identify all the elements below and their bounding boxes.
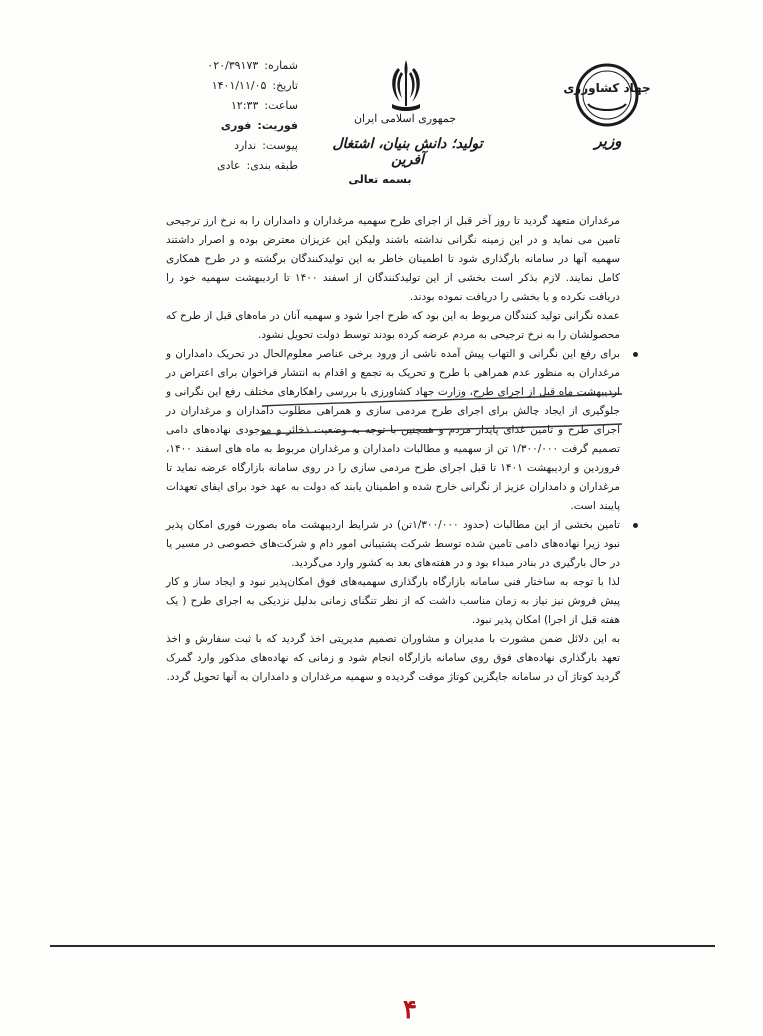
- paragraph-text: لذا با توجه به ساختار فنی سامانه بازارگاه بارگذاری سهمیه‌های فوق امکان‌پذیر نبود و ایجاد ساز و کار پیش فروش نیز نیاز به زمان مناسب داشت که از نظر تنگنای زمانی بدلیل نزدیکی به اجرای طرح ( یک هفته قبل از اجرا) امکان پذیر نبود.: [166, 576, 620, 626]
- meta-label: شماره:: [264, 59, 298, 72]
- body-paragraph: [166, 212, 620, 307]
- year-slogan: تولید؛ دانش بنیان، اشتغال آفرین: [332, 136, 483, 168]
- meta-date-row: [148, 76, 298, 96]
- meta-priority-row: [148, 116, 298, 136]
- meta-value: ۱۲:۳۳: [231, 99, 259, 112]
- meta-time-row: [148, 96, 298, 116]
- iran-emblem-icon: [382, 58, 430, 114]
- ministry-logo-text: جهاد کشاورزی: [563, 81, 651, 95]
- meta-value: فوری: [220, 119, 252, 132]
- letter-metadata: [148, 56, 298, 176]
- body-paragraph: [166, 630, 620, 687]
- page-number: ۴: [403, 995, 417, 1025]
- letter-body: [166, 212, 620, 687]
- government-name: جمهوری اسلامی ایران: [353, 112, 457, 125]
- paragraph-text: به این دلائل ضمن مشورت با مدیران و مشاوران تصمیم مدیریتی اخذ گردید که با ثبت سفارش و اخذ تعهد بارگذاری نهاده‌های فوق روی سامانه بازارگاه انجام شود و زمانی که نهاده‌های مذکور وارد گمرک گردید کوتاژ آن در سامانه جایگزین کوتاژ موقت گردیده و سهمیه مرغداران و دامداران به آنها تحویل گردد.: [166, 633, 620, 683]
- meta-label: تاریخ:: [272, 79, 298, 92]
- body-bullet-paragraph: [166, 345, 620, 516]
- minister-title: وزیر: [594, 132, 622, 150]
- paragraph-text: عمده نگرانی تولید کنندگان مربوط به این بود که طرح اجرا شود و سهمیه آنان در ماه‌های قبل از طرح که محصولشان را به نرخ ترجیحی به مردم عرضه کرده بودند توسط دولت تحویل نشود.: [166, 310, 620, 341]
- meta-label: پیوست:: [262, 139, 298, 152]
- meta-label: طبقه بندی:: [246, 159, 298, 172]
- body-bullet-paragraph: [166, 516, 620, 573]
- body-paragraph: [166, 573, 620, 630]
- ministry-logo-icon: [563, 62, 651, 128]
- meta-label: فوریت:: [257, 119, 298, 132]
- meta-value: ۱۴۰۱/۱۱/۰۵: [211, 79, 267, 92]
- meta-value: عادی: [217, 159, 241, 172]
- meta-number-row: [148, 56, 298, 76]
- body-paragraph: [166, 307, 620, 345]
- meta-value: ۰۲۰/۳۹۱۷۳: [207, 59, 259, 72]
- paragraph-text: تامین بخشی از این مطالبات (حدود ۱/۳۰۰/۰۰۰تن) در شرایط اردیبهشت ماه بصورت فوری امکان پذیر نبود زیرا نهاده‌های دامی تامین شده توسط شرکت پشتیبانی امور دام و شرکت‌های خصوصی در مسیر یا در حال بارگیری در بنادر مبداء بود و در هفته‌های بعد به کشور وارد می‌گردید.: [166, 519, 620, 569]
- meta-value: ندارد: [234, 139, 257, 152]
- bullet-icon: [633, 523, 638, 528]
- meta-attachment-row: [148, 136, 298, 156]
- basmala: بسمه تعالی: [348, 173, 412, 186]
- meta-classification-row: [148, 156, 298, 176]
- footer-divider: [50, 945, 715, 947]
- bullet-icon: [633, 352, 638, 357]
- paragraph-text: مرغداران متعهد گردید تا روز آخر قبل از اجرای طرح سهمیه مرغداران و دامداران را به نرخ ارز ترجیحی تامین می نماید و در این زمینه نگرانی نداشته باشند ولیکن این عزیزان معترض بوده و اصرار داشتند سهمیه آنها در سامانه بارگذاری شود تا اطمینان خاطر به این تولیدکنندگان برگشته و در طرح همکاری کامل نمایند. لازم بذکر است بخشی از این تولیدکنندگان از اسفند ۱۴۰۰ تا اردیبهشت سهمیه خود را دریافت نکرده و یا بخشی را دریافت نموده بودند.: [166, 215, 620, 303]
- paragraph-text: برای رفع این نگرانی و التهاب پیش آمده ناشی از ورود برخی عناصر معلوم‌الحال در تحریک دامداران و مرغداران به منظور عدم همراهی با طرح و تحریک به تجمع و اقدام به انتشار فراخوان برای اعتراض در اردیبهشت ماه قبل از اجرای طرح، وزارت جهاد کشاورزی با بررسی راهکارهای مختلف رفع این نگرانی و جلوگیری از ایجاد چالش برای اجرای طرح مردمی سازی و همراهی مطلوب دامداران و مرغداران در اجرای طرح و تامین غذای پایدار مردم و همچنین با توجه به وضعیت ذخائر و موجودی نهاده‌های دامی تصمیم گرفت ۱/۳۰۰/۰۰۰ تن از سهمیه و مطالبات دامداران و مرغداران مربوط به ماه های اسفند ۱۴۰۰، فروردین و اردیبهشت ۱۴۰۱ تا قبل اجرای طرح مردمی سازی را در روی سامانه بازارگاه عرضه نماید تا مرغداران و دامداران عزیز از نگرانی خارج شده و اطمینان یابند که دولت به عهد خود برای ایفای تعهدات پایبند است.: [166, 348, 620, 512]
- meta-label: ساعت:: [264, 99, 298, 112]
